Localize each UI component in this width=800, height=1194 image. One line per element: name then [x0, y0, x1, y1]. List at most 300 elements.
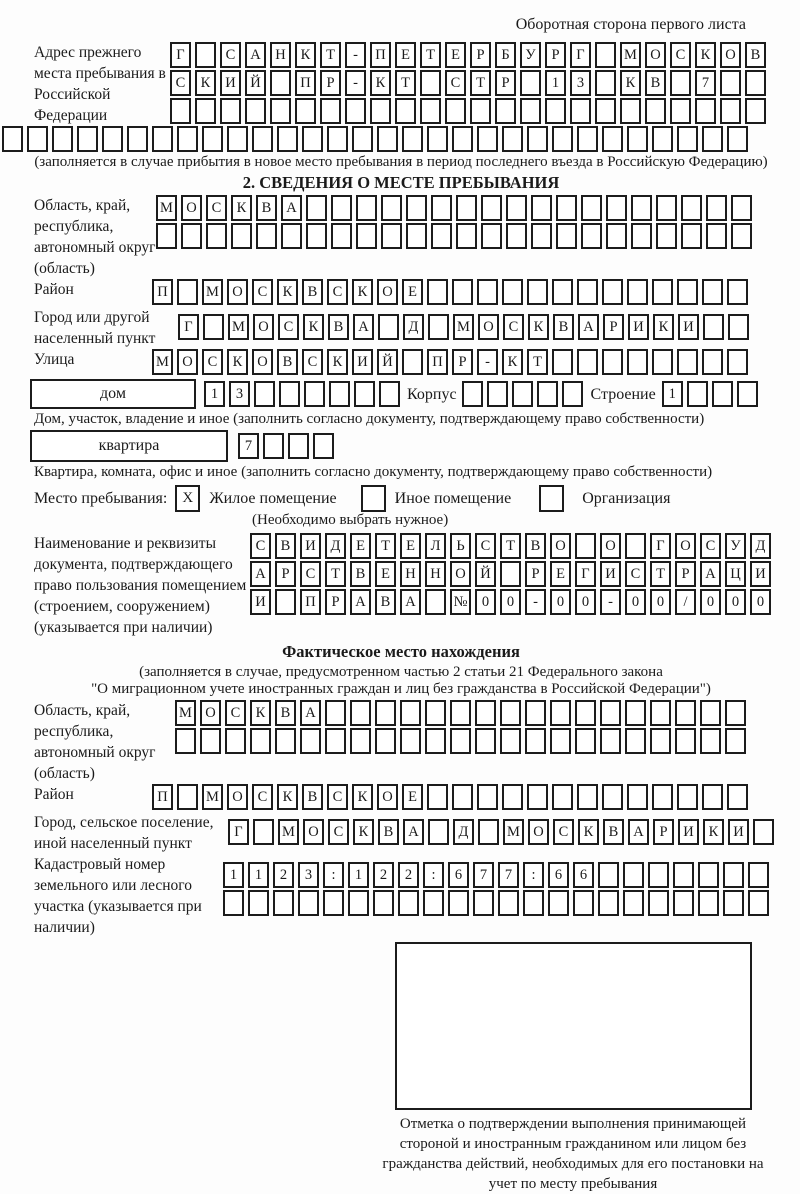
char-cell[interactable]: К: [303, 314, 324, 340]
char-cell[interactable]: [450, 728, 471, 754]
char-cell[interactable]: [423, 890, 444, 916]
char-cell[interactable]: Р: [452, 349, 473, 375]
char-cell[interactable]: [706, 223, 727, 249]
char-cell[interactable]: Т: [500, 533, 521, 559]
char-cell[interactable]: Г: [570, 42, 591, 68]
char-cell[interactable]: [648, 890, 669, 916]
char-cell[interactable]: [581, 223, 602, 249]
char-cell[interactable]: О: [227, 784, 248, 810]
char-cell[interactable]: [502, 784, 523, 810]
char-cell[interactable]: [331, 195, 352, 221]
char-cell[interactable]: Р: [495, 70, 516, 96]
char-cell[interactable]: К: [353, 819, 374, 845]
char-cell[interactable]: [327, 126, 348, 152]
char-cell[interactable]: 2: [398, 862, 419, 888]
char-cell[interactable]: [677, 349, 698, 375]
char-cell[interactable]: П: [152, 784, 173, 810]
char-cell[interactable]: [452, 784, 473, 810]
char-cell[interactable]: [681, 195, 702, 221]
char-cell[interactable]: Т: [395, 70, 416, 96]
char-cell[interactable]: [500, 700, 521, 726]
char-cell[interactable]: К: [352, 279, 373, 305]
char-cell[interactable]: С: [252, 784, 273, 810]
char-cell[interactable]: [627, 349, 648, 375]
char-cell[interactable]: [470, 98, 491, 124]
char-cell[interactable]: [652, 279, 673, 305]
char-cell[interactable]: [748, 862, 769, 888]
char-cell[interactable]: [253, 819, 274, 845]
char-cell[interactable]: М: [202, 784, 223, 810]
char-cell[interactable]: Г: [575, 561, 596, 587]
char-cell[interactable]: [506, 223, 527, 249]
char-cell[interactable]: 7: [695, 70, 716, 96]
char-cell[interactable]: И: [628, 314, 649, 340]
char-cell[interactable]: [427, 126, 448, 152]
char-cell[interactable]: [723, 890, 744, 916]
char-cell[interactable]: Т: [527, 349, 548, 375]
char-cell[interactable]: [245, 98, 266, 124]
char-cell[interactable]: К: [370, 70, 391, 96]
char-cell[interactable]: Е: [445, 42, 466, 68]
char-cell[interactable]: В: [302, 279, 323, 305]
char-cell[interactable]: В: [350, 561, 371, 587]
char-cell[interactable]: [445, 98, 466, 124]
char-cell[interactable]: [295, 98, 316, 124]
char-cell[interactable]: [206, 223, 227, 249]
char-cell[interactable]: Д: [750, 533, 771, 559]
char-cell[interactable]: [425, 589, 446, 615]
char-cell[interactable]: Н: [270, 42, 291, 68]
char-cell[interactable]: [202, 126, 223, 152]
char-cell[interactable]: С: [327, 784, 348, 810]
char-cell[interactable]: [431, 195, 452, 221]
char-cell[interactable]: К: [502, 349, 523, 375]
char-cell[interactable]: [702, 126, 723, 152]
char-cell[interactable]: 0: [750, 589, 771, 615]
char-cell[interactable]: [725, 728, 746, 754]
char-cell[interactable]: О: [675, 533, 696, 559]
char-cell[interactable]: [627, 126, 648, 152]
char-cell[interactable]: Т: [320, 42, 341, 68]
char-cell[interactable]: Е: [375, 561, 396, 587]
char-cell[interactable]: [323, 890, 344, 916]
char-cell[interactable]: :: [323, 862, 344, 888]
char-cell[interactable]: О: [645, 42, 666, 68]
char-cell[interactable]: [677, 784, 698, 810]
char-cell[interactable]: [156, 223, 177, 249]
char-cell[interactable]: И: [750, 561, 771, 587]
char-cell[interactable]: [631, 195, 652, 221]
char-cell[interactable]: [377, 126, 398, 152]
char-cell[interactable]: М: [620, 42, 641, 68]
char-cell[interactable]: [687, 381, 708, 407]
char-cell[interactable]: О: [377, 784, 398, 810]
char-cell[interactable]: [477, 279, 498, 305]
char-cell[interactable]: [300, 728, 321, 754]
char-cell[interactable]: 7: [498, 862, 519, 888]
char-cell[interactable]: [602, 784, 623, 810]
char-cell[interactable]: О: [200, 700, 221, 726]
char-cell[interactable]: И: [678, 819, 699, 845]
char-cell[interactable]: [550, 700, 571, 726]
char-cell[interactable]: К: [295, 42, 316, 68]
char-cell[interactable]: [650, 700, 671, 726]
char-cell[interactable]: С: [220, 42, 241, 68]
char-cell[interactable]: [723, 862, 744, 888]
char-cell[interactable]: [306, 223, 327, 249]
char-cell[interactable]: [281, 223, 302, 249]
char-cell[interactable]: [450, 700, 471, 726]
char-cell[interactable]: [506, 195, 527, 221]
char-cell[interactable]: В: [328, 314, 349, 340]
char-cell[interactable]: [304, 381, 325, 407]
char-cell[interactable]: [223, 890, 244, 916]
char-cell[interactable]: К: [250, 700, 271, 726]
char-cell[interactable]: В: [603, 819, 624, 845]
char-cell[interactable]: В: [553, 314, 574, 340]
char-cell[interactable]: [381, 195, 402, 221]
char-cell[interactable]: [600, 700, 621, 726]
char-cell[interactable]: Е: [550, 561, 571, 587]
char-cell[interactable]: [748, 890, 769, 916]
char-cell[interactable]: [602, 126, 623, 152]
char-cell[interactable]: [252, 126, 273, 152]
char-cell[interactable]: [356, 223, 377, 249]
char-cell[interactable]: 0: [550, 589, 571, 615]
char-cell[interactable]: С: [300, 561, 321, 587]
char-cell[interactable]: -: [600, 589, 621, 615]
char-cell[interactable]: [670, 70, 691, 96]
char-cell[interactable]: И: [728, 819, 749, 845]
char-cell[interactable]: [203, 314, 224, 340]
char-cell[interactable]: [428, 314, 449, 340]
char-cell[interactable]: С: [252, 279, 273, 305]
checkbox-organization[interactable]: [539, 485, 564, 512]
char-cell[interactable]: [477, 784, 498, 810]
char-cell[interactable]: [331, 223, 352, 249]
char-cell[interactable]: [681, 223, 702, 249]
char-cell[interactable]: [675, 728, 696, 754]
char-cell[interactable]: 3: [229, 381, 250, 407]
char-cell[interactable]: [656, 223, 677, 249]
char-cell[interactable]: [502, 279, 523, 305]
char-cell[interactable]: [288, 433, 309, 459]
char-cell[interactable]: [152, 126, 173, 152]
char-cell[interactable]: Е: [400, 533, 421, 559]
char-cell[interactable]: [498, 890, 519, 916]
char-cell[interactable]: [231, 223, 252, 249]
char-cell[interactable]: С: [170, 70, 191, 96]
char-cell[interactable]: [200, 728, 221, 754]
char-cell[interactable]: Р: [320, 70, 341, 96]
char-cell[interactable]: [248, 890, 269, 916]
char-cell[interactable]: [677, 126, 698, 152]
char-cell[interactable]: [195, 98, 216, 124]
char-cell[interactable]: К: [227, 349, 248, 375]
char-cell[interactable]: М: [453, 314, 474, 340]
char-cell[interactable]: Р: [275, 561, 296, 587]
char-cell[interactable]: [700, 700, 721, 726]
char-cell[interactable]: [625, 533, 646, 559]
char-cell[interactable]: [577, 126, 598, 152]
char-cell[interactable]: [623, 862, 644, 888]
char-cell[interactable]: [273, 890, 294, 916]
char-cell[interactable]: [525, 728, 546, 754]
char-cell[interactable]: [177, 279, 198, 305]
char-cell[interactable]: [302, 126, 323, 152]
char-cell[interactable]: К: [653, 314, 674, 340]
char-cell[interactable]: [537, 381, 558, 407]
char-cell[interactable]: [695, 98, 716, 124]
char-cell[interactable]: [306, 195, 327, 221]
char-cell[interactable]: [195, 42, 216, 68]
char-cell[interactable]: У: [725, 533, 746, 559]
char-cell[interactable]: С: [250, 533, 271, 559]
char-cell[interactable]: [250, 728, 271, 754]
char-cell[interactable]: [702, 784, 723, 810]
char-cell[interactable]: [627, 784, 648, 810]
char-cell[interactable]: [398, 890, 419, 916]
char-cell[interactable]: [602, 349, 623, 375]
char-cell[interactable]: 0: [575, 589, 596, 615]
char-cell[interactable]: [677, 279, 698, 305]
char-cell[interactable]: 6: [448, 862, 469, 888]
char-cell[interactable]: Т: [325, 561, 346, 587]
char-cell[interactable]: К: [327, 349, 348, 375]
char-cell[interactable]: Н: [425, 561, 446, 587]
char-cell[interactable]: Т: [470, 70, 491, 96]
char-cell[interactable]: М: [278, 819, 299, 845]
char-cell[interactable]: [720, 98, 741, 124]
char-cell[interactable]: [520, 98, 541, 124]
char-cell[interactable]: 7: [238, 433, 259, 459]
char-cell[interactable]: №: [450, 589, 471, 615]
char-cell[interactable]: Г: [170, 42, 191, 68]
char-cell[interactable]: [254, 381, 275, 407]
char-cell[interactable]: [670, 98, 691, 124]
char-cell[interactable]: [606, 223, 627, 249]
char-cell[interactable]: -: [477, 349, 498, 375]
char-cell[interactable]: Р: [653, 819, 674, 845]
char-cell[interactable]: [702, 279, 723, 305]
char-cell[interactable]: [320, 98, 341, 124]
char-cell[interactable]: [406, 223, 427, 249]
char-cell[interactable]: [598, 862, 619, 888]
char-cell[interactable]: 3: [570, 70, 591, 96]
char-cell[interactable]: [577, 279, 598, 305]
char-cell[interactable]: [552, 279, 573, 305]
char-cell[interactable]: [427, 784, 448, 810]
char-cell[interactable]: У: [520, 42, 541, 68]
char-cell[interactable]: [700, 728, 721, 754]
char-cell[interactable]: О: [177, 349, 198, 375]
char-cell[interactable]: [648, 862, 669, 888]
char-cell[interactable]: Й: [377, 349, 398, 375]
char-cell[interactable]: [673, 862, 694, 888]
char-cell[interactable]: [625, 728, 646, 754]
char-cell[interactable]: М: [175, 700, 196, 726]
char-cell[interactable]: [462, 381, 483, 407]
char-cell[interactable]: А: [403, 819, 424, 845]
char-cell[interactable]: К: [231, 195, 252, 221]
char-cell[interactable]: [375, 700, 396, 726]
char-cell[interactable]: В: [302, 784, 323, 810]
char-cell[interactable]: [737, 381, 758, 407]
char-cell[interactable]: [428, 819, 449, 845]
char-cell[interactable]: О: [720, 42, 741, 68]
char-cell[interactable]: [127, 126, 148, 152]
char-cell[interactable]: 0: [625, 589, 646, 615]
char-cell[interactable]: 1: [545, 70, 566, 96]
char-cell[interactable]: А: [250, 561, 271, 587]
char-cell[interactable]: [400, 700, 421, 726]
char-cell[interactable]: [395, 98, 416, 124]
char-cell[interactable]: Т: [375, 533, 396, 559]
char-cell[interactable]: [52, 126, 73, 152]
char-cell[interactable]: 6: [548, 862, 569, 888]
char-cell[interactable]: О: [181, 195, 202, 221]
char-cell[interactable]: М: [228, 314, 249, 340]
char-cell[interactable]: [600, 728, 621, 754]
char-cell[interactable]: [270, 98, 291, 124]
char-cell[interactable]: О: [377, 279, 398, 305]
char-cell[interactable]: [562, 381, 583, 407]
char-cell[interactable]: [481, 195, 502, 221]
char-cell[interactable]: [452, 126, 473, 152]
char-cell[interactable]: [548, 890, 569, 916]
char-cell[interactable]: [728, 314, 749, 340]
char-cell[interactable]: М: [156, 195, 177, 221]
char-cell[interactable]: [727, 126, 748, 152]
char-cell[interactable]: 1: [662, 381, 683, 407]
char-cell[interactable]: [602, 279, 623, 305]
char-cell[interactable]: [270, 70, 291, 96]
char-cell[interactable]: [575, 700, 596, 726]
char-cell[interactable]: -: [345, 70, 366, 96]
char-cell[interactable]: С: [625, 561, 646, 587]
char-cell[interactable]: А: [281, 195, 302, 221]
char-cell[interactable]: О: [478, 314, 499, 340]
char-cell[interactable]: С: [328, 819, 349, 845]
char-cell[interactable]: В: [745, 42, 766, 68]
char-cell[interactable]: [425, 728, 446, 754]
char-cell[interactable]: [329, 381, 350, 407]
char-cell[interactable]: [545, 98, 566, 124]
char-cell[interactable]: [481, 223, 502, 249]
char-cell[interactable]: С: [503, 314, 524, 340]
char-cell[interactable]: [500, 728, 521, 754]
char-cell[interactable]: Г: [178, 314, 199, 340]
char-cell[interactable]: :: [423, 862, 444, 888]
char-cell[interactable]: К: [352, 784, 373, 810]
char-cell[interactable]: [381, 223, 402, 249]
char-cell[interactable]: В: [275, 533, 296, 559]
char-cell[interactable]: Р: [545, 42, 566, 68]
char-cell[interactable]: 1: [204, 381, 225, 407]
char-cell[interactable]: [673, 890, 694, 916]
char-cell[interactable]: [345, 98, 366, 124]
char-cell[interactable]: [400, 728, 421, 754]
char-cell[interactable]: Н: [400, 561, 421, 587]
char-cell[interactable]: [325, 700, 346, 726]
char-cell[interactable]: О: [253, 314, 274, 340]
char-cell[interactable]: [652, 349, 673, 375]
char-cell[interactable]: А: [353, 314, 374, 340]
char-cell[interactable]: С: [553, 819, 574, 845]
char-cell[interactable]: И: [600, 561, 621, 587]
char-cell[interactable]: С: [700, 533, 721, 559]
char-cell[interactable]: Г: [228, 819, 249, 845]
char-cell[interactable]: 2: [273, 862, 294, 888]
char-cell[interactable]: [523, 890, 544, 916]
char-cell[interactable]: [348, 890, 369, 916]
char-cell[interactable]: :: [523, 862, 544, 888]
char-cell[interactable]: Е: [402, 279, 423, 305]
char-cell[interactable]: [456, 223, 477, 249]
char-cell[interactable]: [552, 126, 573, 152]
char-cell[interactable]: [456, 195, 477, 221]
char-cell[interactable]: [448, 890, 469, 916]
char-cell[interactable]: [275, 728, 296, 754]
char-cell[interactable]: [352, 126, 373, 152]
char-cell[interactable]: [525, 700, 546, 726]
char-cell[interactable]: [27, 126, 48, 152]
char-cell[interactable]: [313, 433, 334, 459]
char-cell[interactable]: В: [375, 589, 396, 615]
char-cell[interactable]: С: [327, 279, 348, 305]
char-cell[interactable]: Р: [470, 42, 491, 68]
char-cell[interactable]: [712, 381, 733, 407]
char-cell[interactable]: К: [703, 819, 724, 845]
char-cell[interactable]: К: [578, 819, 599, 845]
char-cell[interactable]: [170, 98, 191, 124]
char-cell[interactable]: Р: [675, 561, 696, 587]
char-cell[interactable]: А: [245, 42, 266, 68]
char-cell[interactable]: [575, 728, 596, 754]
char-cell[interactable]: П: [152, 279, 173, 305]
char-cell[interactable]: А: [350, 589, 371, 615]
char-cell[interactable]: [402, 126, 423, 152]
char-cell[interactable]: [745, 98, 766, 124]
char-cell[interactable]: К: [528, 314, 549, 340]
char-cell[interactable]: [473, 890, 494, 916]
char-cell[interactable]: [731, 195, 752, 221]
char-cell[interactable]: И: [352, 349, 373, 375]
char-cell[interactable]: П: [370, 42, 391, 68]
char-cell[interactable]: [275, 589, 296, 615]
char-cell[interactable]: [375, 728, 396, 754]
char-cell[interactable]: [575, 533, 596, 559]
char-cell[interactable]: 7: [473, 862, 494, 888]
char-cell[interactable]: С: [445, 70, 466, 96]
char-cell[interactable]: [175, 728, 196, 754]
char-cell[interactable]: -: [345, 42, 366, 68]
char-cell[interactable]: [720, 70, 741, 96]
char-cell[interactable]: 0: [500, 589, 521, 615]
char-cell[interactable]: А: [628, 819, 649, 845]
char-cell[interactable]: Д: [325, 533, 346, 559]
char-cell[interactable]: О: [252, 349, 273, 375]
char-cell[interactable]: [527, 126, 548, 152]
char-cell[interactable]: [177, 126, 198, 152]
char-cell[interactable]: Р: [525, 561, 546, 587]
char-cell[interactable]: Г: [650, 533, 671, 559]
char-cell[interactable]: 0: [650, 589, 671, 615]
char-cell[interactable]: [595, 98, 616, 124]
char-cell[interactable]: [581, 195, 602, 221]
char-cell[interactable]: К: [620, 70, 641, 96]
char-cell[interactable]: [325, 728, 346, 754]
